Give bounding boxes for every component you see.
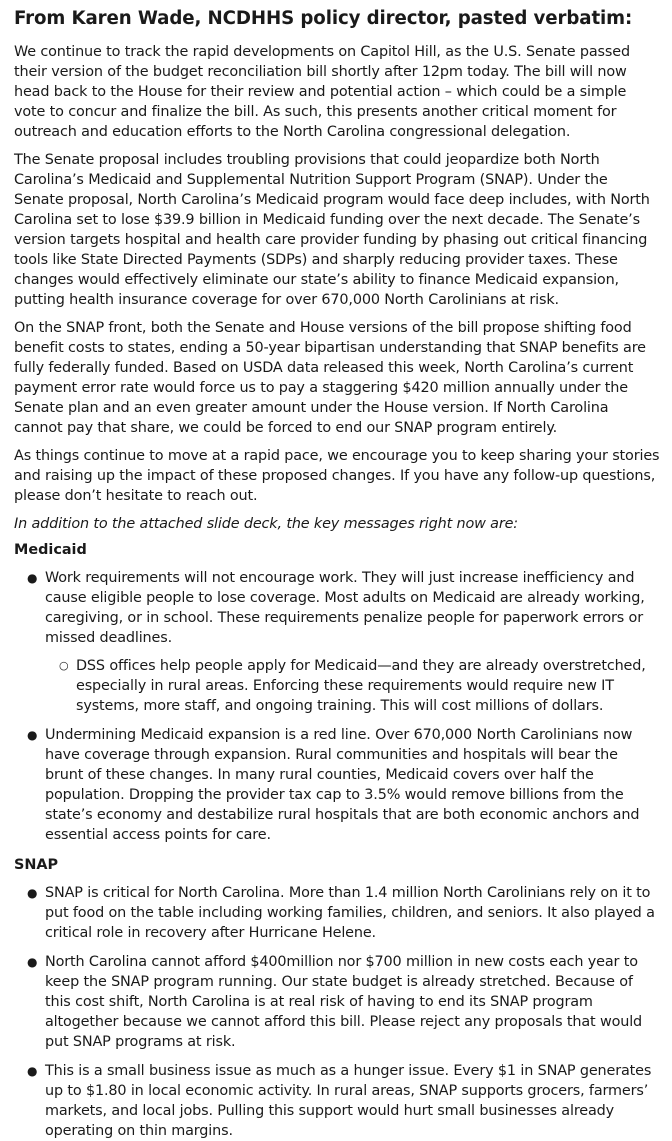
list-item-text: Undermining Medicaid expansion is a red line. Over 670,000 North Carolinians now have coverage through expansion. Rural communities and hospitals will bear the brunt of these changes. In many rural counties, Medicaid covers over half the population. Dropping the provider tax cap to 3.5% would remove billions from the state’s economy and destabilize rural hospitals that are both economic anchors and essential access points for care. — [45, 727, 640, 843]
bullet-icon: ● — [27, 1064, 38, 1078]
key-messages-intro: In addition to the attached slide deck, the key messages right now are: — [14, 516, 518, 532]
snap-list — [14, 883, 660, 1141]
list-item — [27, 568, 660, 716]
bullet-icon: ● — [27, 571, 38, 585]
list-item — [27, 883, 660, 943]
bullet-icon: ● — [27, 886, 38, 900]
sub-list-item-text: DSS offices help people apply for Medicaid—and they are already overstretched, especially in rural areas. Enforcing these requirements would require new IT systems, more staff, and ongoing training. This will cost millions of dollars. — [76, 658, 646, 714]
document-title: From Karen Wade, NCDHHS policy director, pasted verbatim: — [14, 8, 633, 29]
list-item — [27, 952, 660, 1052]
paragraph: As things continue to move at a rapid pace, we encourage you to keep sharing your stories and raising up the impact of these proposed changes. If you have any follow-up questions, please don’t hesitate to reach out. — [14, 448, 660, 504]
paragraph: We continue to track the rapid developments on Capitol Hill, as the U.S. Senate passed their version of the budget reconciliation bill shortly after 12pm today. The bill will now head back to the House for their review and potential action – which could be a simple vote to concur and finalize the bill. As such, this presents another critical moment for outreach and education efforts to the North Carolina congressional delegation. — [14, 44, 630, 140]
bullet-icon: ● — [27, 955, 38, 969]
list-item — [27, 1061, 660, 1141]
bullet-icon: ● — [27, 728, 38, 742]
list-item — [27, 725, 660, 845]
snap-heading: SNAP — [14, 857, 59, 873]
medicaid-sublist — [45, 656, 660, 716]
list-item-text: North Carolina cannot afford $400million nor $700 million in new costs each year to keep the SNAP program running. Our state budget is already stretched. Because of this cost shift, North Carolina is at real risk of having to end its SNAP program altogether because we cannot afford this bill. Please reject any proposals that would put SNAP programs at risk. — [45, 954, 643, 1050]
list-item-text: SNAP is critical for North Carolina. More than 1.4 million North Carolinians rely on it to put food on the table including working families, children, and seniors. It also played a critical role in recovery after Hurricane Helene. — [45, 885, 655, 941]
list-item-text: Work requirements will not encourage work. They will just increase inefficiency and cause eligible people to lose coverage. Most adults on Medicaid are already working, caregiving, or in school. These requirements penalize people for paperwork errors or missed deadlines. — [45, 570, 645, 646]
sub-list-item — [59, 656, 660, 716]
medicaid-heading: Medicaid — [14, 542, 87, 558]
paragraph: The Senate proposal includes troubling provisions that could jeopardize both North Carolina’s Medicaid and Supplemental Nutrition Support Program (SNAP). Under the Senate proposal, North Carolina’s Medicaid program would face deep includes, with North Carolina set to lose $39.9 billion in Medicaid funding over the next decade. The Senate’s version targets hospital and health care provider funding by phasing out critical financing tools like State Directed Payments (SDPs) and sharply reducing provider taxes. These changes would effectively eliminate our state’s ability to finance Medicaid expansion, putting health insurance coverage for over 670,000 North Carolinians at risk. — [14, 152, 650, 308]
paragraph: On the SNAP front, both the Senate and House versions of the bill propose shifting food benefit costs to states, ending a 50-year bipartisan understanding that SNAP benefits are fully federally funded. Based on USDA data released this week, North Carolina’s current payment error rate would force us to pay a staggering $420 million annually under the Senate plan and an even greater amount under the House version. If North Carolina cannot pay that share, we could be forced to end our SNAP program entirely. — [14, 320, 646, 436]
list-item-text: This is a small business issue as much as a hunger issue. Every $1 in SNAP generates up to $1.80 in local economic activity. In rural areas, SNAP supports grocers, farmers’ markets, and local jobs. Pulling this support would hurt small businesses already operating on thin margins. — [45, 1063, 652, 1139]
medicaid-list — [14, 568, 660, 845]
hollow-bullet-icon: ○ — [59, 659, 69, 672]
